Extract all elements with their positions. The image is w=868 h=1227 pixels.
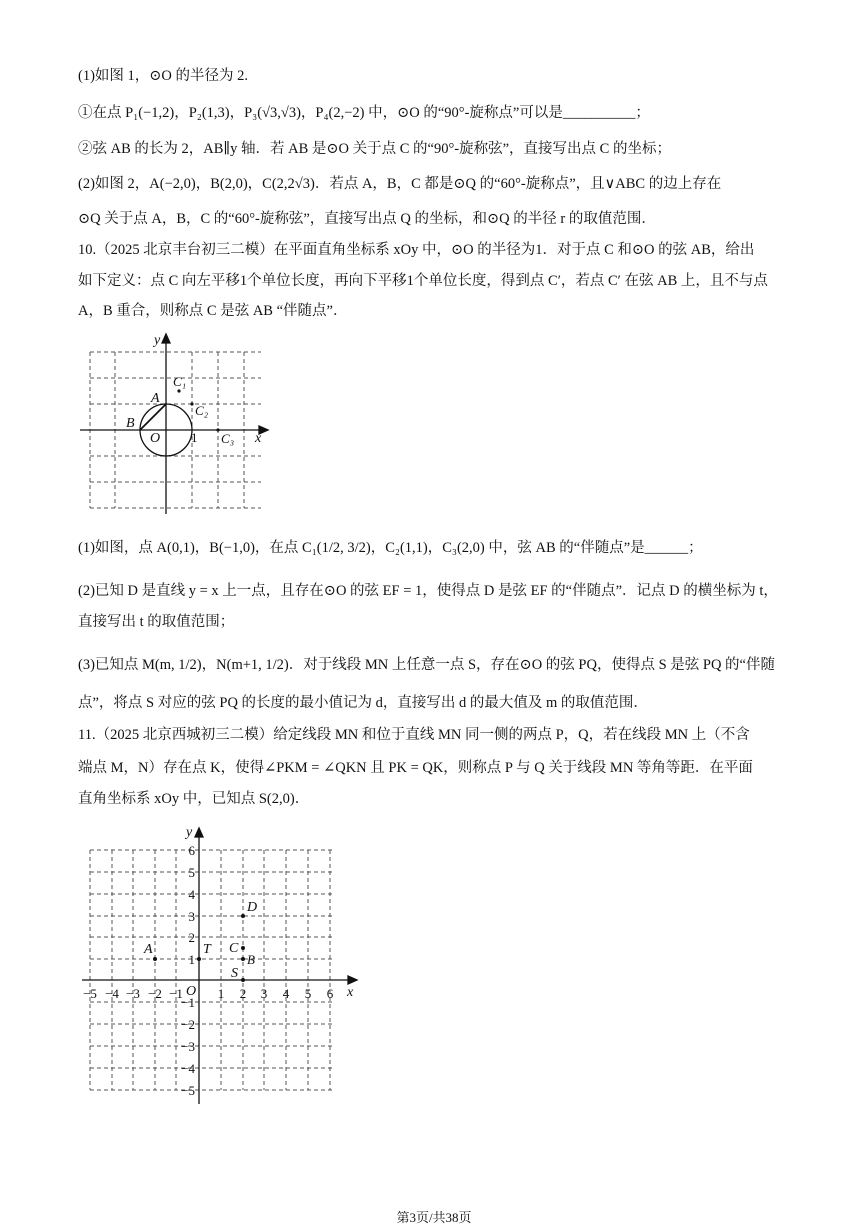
q10-label-b: B — [126, 416, 135, 431]
q10-intro-line1: 10.（2025 北京丰台初三二模）在平面直角坐标系 xOy 中，⊙O 的半径为1．对于点 C 和⊙O 的弦 AB，给出 — [78, 242, 755, 258]
q11-label-y: y — [186, 825, 193, 840]
q11-x-tick: 1 — [217, 986, 225, 1001]
q10-point-c3 — [216, 428, 219, 431]
q11-label-s: S — [231, 966, 238, 981]
q11-label-o: O — [186, 984, 197, 999]
q11-x-tick: −1 — [169, 986, 183, 1001]
q10-label-c1: C₁ — [173, 374, 187, 389]
q11-x-tick: 3 — [260, 986, 268, 1001]
q11-point-s — [241, 978, 245, 982]
q11-y-tick: 5 — [188, 865, 195, 880]
q11-label-c: C — [229, 941, 239, 956]
q10-figure — [76, 330, 276, 520]
q11-label-b: B — [247, 952, 255, 967]
q11-x-tick: −4 — [105, 986, 119, 1001]
q10-sub2-line1: (2)已知 D 是直线 y = x 上一点，且存在⊙O 的弦 EF = 1，使得点 D 是弦 EF 的“伴随点”．记点 D 的横坐标为 t， — [78, 583, 778, 599]
q11-y-tick: −2 — [181, 1017, 195, 1032]
q11-intro-line2: 端点 M，N）存在点 K，使得∠PKM = ∠QKN 且 PK = QK，则称点 P 与 Q 关于线段 MN 等角等距．在平面 — [78, 760, 753, 776]
q11-label-d: D — [247, 900, 258, 915]
q11-y-tick: 2 — [188, 930, 195, 945]
q10-label-x: x — [255, 431, 262, 446]
q11-x-tick: 6 — [326, 986, 334, 1001]
q11-grid — [90, 850, 334, 1090]
q10-y-arrow — [162, 334, 170, 343]
q11-y-tick: 1 — [188, 952, 195, 967]
q11-intro-line1: 11.（2025 北京西城初三二模）给定线段 MN 和位于直线 MN 同一侧的两点 P，Q，若在线段 MN 上（不含 — [78, 727, 750, 743]
q10-label-c2: C₂ — [195, 403, 209, 418]
page-footer: 第3页/共38页 — [396, 1210, 472, 1225]
q11-label-x: x — [347, 985, 354, 1000]
q11-label-a: A — [144, 942, 153, 957]
q10-label-one: 1 — [191, 430, 198, 445]
q10-point-c2 — [190, 402, 193, 405]
q11-x-tick: 5 — [304, 986, 312, 1001]
q11-x-tick: −2 — [148, 986, 162, 1001]
q11-x-tick: −3 — [126, 986, 140, 1001]
q11-x-tick: 4 — [282, 986, 290, 1001]
q10-sub3-line1: (3)已知点 M(m, 1/2)，N(m+1, 1/2)．对于线段 MN 上任意一点 S，存在⊙O 的弦 PQ，使得点 S 是弦 PQ 的“伴随 — [78, 657, 775, 673]
q10-sub1: (1)如图，点 A(0,1)，B(−1,0)，在点 C₁(1/2, 3/2)，C₂(1,1)，C₃(2,0) 中，弦 AB 的“伴随点”是______； — [78, 540, 703, 556]
q11-y-tick: −3 — [181, 1039, 195, 1054]
q11-y-tick: −1 — [181, 995, 195, 1010]
q9-part2-line1: (2)如图 2，A(−2,0)，B(2,0)，C(2,2√3)．若点 A，B，C 都是⊙Q 的“60°-旋称点”，且∨ABC 的边上存在 — [78, 176, 722, 192]
q11-y-arrow — [195, 828, 203, 837]
q10-label-y: y — [154, 333, 161, 348]
q10-intro-line2: 如下定义：点 C 向左平移1个单位长度，再向下平移1个单位长度，得到点 C′，若点 C′ 在弦 AB 上，且不与点 — [78, 273, 768, 289]
q10-label-c3: C₃ — [221, 431, 235, 446]
q10-label-o: O — [150, 431, 161, 446]
q11-y-tick: 4 — [188, 887, 195, 902]
q11-point-d — [241, 914, 245, 918]
q10-label-a: A — [151, 391, 160, 406]
q11-point-t — [197, 957, 201, 961]
q11-point-b — [241, 957, 245, 961]
q11-x-tick: −5 — [83, 986, 97, 1001]
q11-intro-line3: 直角坐标系 xOy 中，已知点 S(2,0)． — [78, 791, 310, 807]
q10-sub2-line2: 直接写出 t 的取值范围； — [78, 614, 235, 630]
q11-x-arrow — [348, 976, 357, 984]
q10-point-c1 — [177, 389, 180, 392]
q11-y-tick: −5 — [181, 1083, 195, 1098]
q11-figure — [74, 820, 374, 1110]
q11-label-t: T — [203, 942, 211, 957]
q10-sub3-line2: 点”，将点 S 对应的弦 PQ 的长度的最小值记为 d，直接写出 d 的最大值及 m 的取值范围． — [78, 695, 648, 711]
q11-point-a — [153, 957, 157, 961]
q11-point-c — [241, 946, 245, 950]
q9-part2-line2: ⊙Q 关于点 A，B，C 的“60°-旋称弦”，直接写出点 Q 的坐标，和⊙Q 的半径 r 的取值范围． — [78, 211, 656, 227]
q9-part1-intro: (1)如图 1，⊙O 的半径为 2. — [78, 68, 249, 84]
q9-part1-a: ①在点 P₁(−1,2)，P₂(1,3)，P₃(√3,√3)，P₄(2,−2) 中，⊙O 的“90°-旋称点”可以是__________； — [78, 105, 650, 121]
q11-y-tick: 6 — [188, 843, 195, 858]
q11-x-tick: 2 — [239, 986, 247, 1001]
q9-part1-b: ②弦 AB 的长为 2，AB∥y 轴．若 AB 是⊙O 关于点 C 的“90°-旋称弦”，直接写出点 C 的坐标； — [78, 141, 671, 157]
q11-y-tick: −4 — [181, 1061, 195, 1076]
q11-y-tick: 3 — [188, 909, 195, 924]
q10-intro-line3: A，B 重合，则称点 C 是弦 AB “伴随点”． — [78, 303, 348, 319]
